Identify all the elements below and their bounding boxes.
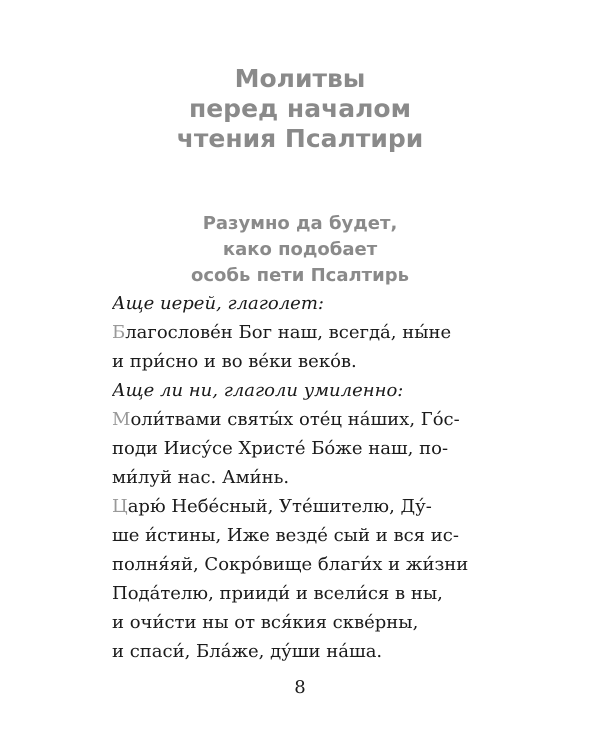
subtitle-line: Разумно да будет,	[202, 213, 398, 234]
prayer-line: Моли́твами святы́х оте́ц на́ших, Го́с-	[112, 409, 460, 430]
subtitle-line: како подобает	[222, 239, 378, 260]
prayer-line: ше и́стины, Иже везде́ сый и вся ис-	[112, 525, 459, 546]
title-line: чтения Псалтири	[176, 124, 424, 153]
prayer-line: Царю́ Небе́сный, Уте́шителю, Ду́-	[112, 496, 432, 517]
prayer-line: Благослове́н Бог наш, всегда́, ны́не	[112, 322, 452, 343]
subtitle-line: особь пети Псалтирь	[191, 265, 409, 286]
prayer-line: и при́сно и во ве́ки веко́в.	[112, 351, 357, 372]
page-number: 8	[294, 677, 306, 698]
title-line: Молитвы	[234, 64, 366, 93]
prayer-line: полня́яй, Сокро́вище благи́х и жи́зни	[112, 554, 469, 575]
prayer-line: поди Иису́се Христе́ Бо́же наш, по-	[112, 438, 449, 459]
prayer-text	[112, 289, 484, 666]
prayer-line: и очи́сти ны от вся́кия скве́рны,	[112, 612, 419, 633]
drop-initial: М	[112, 409, 131, 430]
page-title	[0, 64, 600, 154]
title-line: перед началом	[188, 94, 412, 123]
prayer-line: ми́луй нас. Ами́нь.	[112, 467, 290, 488]
prayer-line: и спаси́, Бла́же, ду́ши на́ша.	[112, 641, 383, 662]
rubric-instruction: Аще иерей, глаголет:	[112, 293, 324, 314]
drop-initial: Б	[112, 322, 126, 343]
section-heading	[0, 211, 600, 289]
drop-initial: Ц	[112, 496, 128, 517]
rubric-instruction: Аще ли ни, глаголи умиленно:	[112, 380, 404, 401]
prayer-line: Пода́телю, прииди́ и всели́ся в ны,	[112, 583, 443, 604]
